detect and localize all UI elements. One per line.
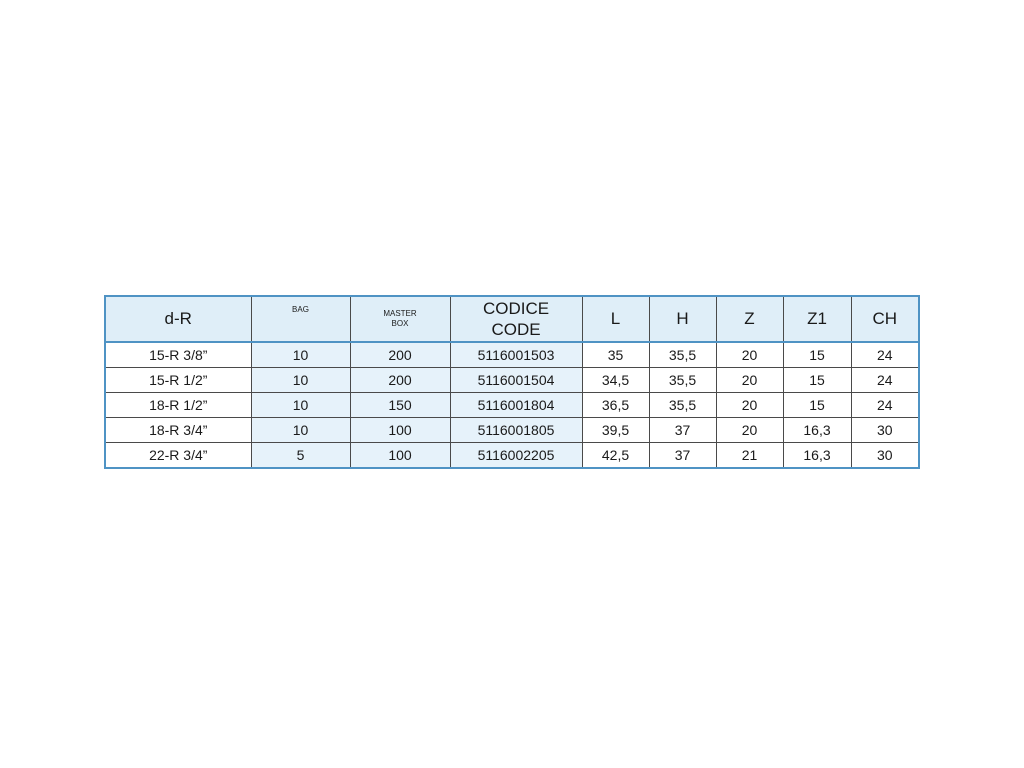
header-z: [716, 296, 783, 342]
cell-bag: 10: [251, 368, 350, 393]
header-code: [450, 296, 582, 342]
header-code-label: CODE: [491, 320, 541, 339]
cell-z: 20: [716, 342, 783, 368]
cell-h: 37: [649, 443, 716, 469]
cell-ch: 24: [851, 393, 919, 418]
cell-dr: 18-R 3/4”: [105, 418, 251, 443]
header-row: [105, 296, 919, 342]
header-ch-label: CH: [872, 309, 898, 328]
header-z1: [783, 296, 851, 342]
cell-l: 35: [582, 342, 649, 368]
cell-z1: 15: [783, 368, 851, 393]
cell-bag: 5: [251, 443, 350, 469]
cell-master-box: 200: [350, 342, 450, 368]
table-row: [105, 342, 919, 368]
cell-l: 34,5: [582, 368, 649, 393]
cell-z1: 15: [783, 342, 851, 368]
header-dr-label: d-R: [164, 309, 192, 328]
cell-bag: 10: [251, 342, 350, 368]
cell-ch: 30: [851, 443, 919, 469]
cell-master-box: 200: [350, 368, 450, 393]
cell-l: 36,5: [582, 393, 649, 418]
cell-z1: 16,3: [783, 418, 851, 443]
cell-z: 20: [716, 418, 783, 443]
header-l: [582, 296, 649, 342]
header-z-label: Z: [744, 309, 755, 328]
spec-table: [104, 295, 920, 469]
cell-code: 5116001503: [450, 342, 582, 368]
table-row: [105, 443, 919, 469]
cell-l: 39,5: [582, 418, 649, 443]
cell-l: 42,5: [582, 443, 649, 469]
cell-z: 20: [716, 368, 783, 393]
cell-h: 35,5: [649, 342, 716, 368]
header-h-label: H: [676, 309, 689, 328]
header-z1-label: Z1: [807, 309, 827, 328]
table-row: [105, 418, 919, 443]
cell-h: 35,5: [649, 393, 716, 418]
cell-h: 37: [649, 418, 716, 443]
table-row: [105, 393, 919, 418]
header-l-label: L: [610, 309, 621, 328]
cell-z: 21: [716, 443, 783, 469]
header-bag-label: BAG: [292, 305, 309, 314]
cell-master-box: 100: [350, 418, 450, 443]
header-codice-label: CODICE: [482, 299, 550, 318]
header-dr: [105, 296, 251, 342]
header-bag: [251, 296, 350, 342]
cell-code: 5116002205: [450, 443, 582, 469]
cell-h: 35,5: [649, 368, 716, 393]
table-row: [105, 368, 919, 393]
header-h: [649, 296, 716, 342]
header-master-box-line2: BOX: [391, 319, 409, 328]
cell-dr: 15-R 3/8”: [105, 342, 251, 368]
cell-z1: 15: [783, 393, 851, 418]
header-ch: [851, 296, 919, 342]
cell-ch: 24: [851, 342, 919, 368]
cell-bag: 10: [251, 393, 350, 418]
cell-code: 5116001804: [450, 393, 582, 418]
cell-dr: 15-R 1/2”: [105, 368, 251, 393]
cell-z1: 16,3: [783, 443, 851, 469]
cell-dr: 22-R 3/4”: [105, 443, 251, 469]
header-master-box: [350, 296, 450, 342]
cell-master-box: 100: [350, 443, 450, 469]
cell-z: 20: [716, 393, 783, 418]
cell-code: 5116001504: [450, 368, 582, 393]
cell-master-box: 150: [350, 393, 450, 418]
cell-dr: 18-R 1/2”: [105, 393, 251, 418]
cell-ch: 24: [851, 368, 919, 393]
header-master-box-line1: MASTER: [383, 309, 417, 318]
cell-ch: 30: [851, 418, 919, 443]
cell-bag: 10: [251, 418, 350, 443]
cell-code: 5116001805: [450, 418, 582, 443]
